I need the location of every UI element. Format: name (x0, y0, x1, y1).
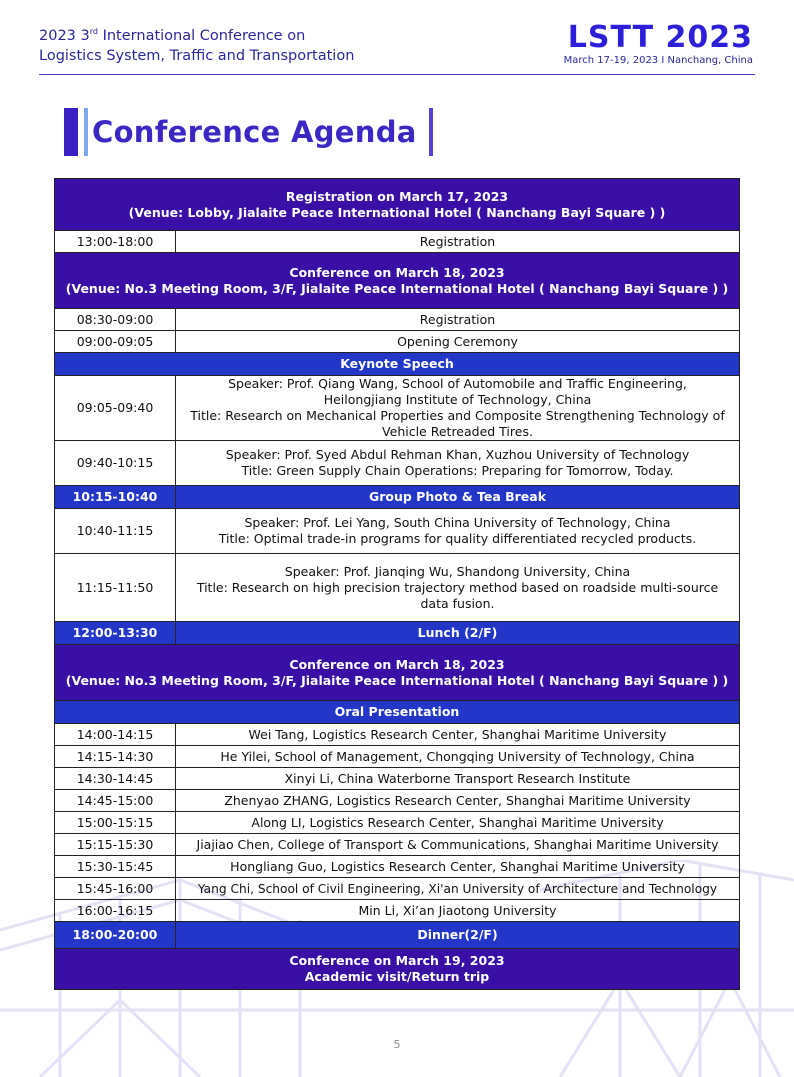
speaker-line: Speaker: Prof. Jianqing Wu, Shandong University, China (284, 563, 631, 579)
conference-name-line1: 2023 3rd International Conference on (39, 27, 306, 44)
lunch-row (55, 622, 740, 645)
conference-day-banner (55, 645, 740, 701)
time-cell: 15:30-15:45 (55, 856, 176, 878)
table-row (55, 812, 740, 834)
banner-line: Registration on March 17, 2023 (285, 188, 509, 204)
table-row (55, 878, 740, 900)
break-row (55, 486, 740, 509)
time-cell: 10:15-10:40 (55, 486, 176, 509)
table-row (55, 834, 740, 856)
table-row (55, 441, 740, 486)
content-cell (176, 509, 740, 554)
time-cell: 15:45-16:00 (55, 878, 176, 900)
dinner-label: Dinner(2/F) (176, 922, 740, 949)
content-cell: Opening Ceremony (176, 331, 740, 353)
conference-day-banner (55, 253, 740, 309)
content-cell: Along LI, Logistics Research Center, Shanghai Maritime University (176, 812, 740, 834)
time-cell: 18:00-20:00 (55, 922, 176, 949)
content-cell: Jiajiao Chen, College of Transport & Communications, Shanghai Maritime University (176, 834, 740, 856)
time-cell: 14:45-15:00 (55, 790, 176, 812)
oral-presentation-header (55, 701, 740, 724)
table-row (55, 231, 740, 253)
dinner-row (55, 922, 740, 949)
time-cell: 11:15-11:50 (55, 554, 176, 622)
table-row (55, 900, 740, 922)
content-cell: Registration (176, 231, 740, 253)
table-row (55, 331, 740, 353)
content-cell (176, 376, 740, 441)
break-label: Group Photo & Tea Break (176, 486, 740, 509)
title-bar-accent (84, 108, 88, 156)
banner-line: Conference on March 19, 2023 (289, 953, 505, 968)
time-cell: 10:40-11:15 (55, 509, 176, 554)
time-cell: 14:00-14:15 (55, 724, 176, 746)
content-cell (176, 441, 740, 486)
conference-day-banner (55, 949, 740, 990)
time-cell: 09:40-10:15 (55, 441, 176, 486)
time-cell: 15:15-15:30 (55, 834, 176, 856)
page-number: 5 (393, 1038, 401, 1051)
speaker-line: Speaker: Prof. Syed Abdul Rehman Khan, Xuzhou University of Technology (225, 447, 690, 462)
speaker-line: Speaker: Prof. Qiang Wang, School of Automobile and Traffic Engineering, (228, 376, 687, 391)
agenda-table (54, 178, 740, 990)
content-cell: He Yilei, School of Management, Chongqing University of Technology, China (176, 746, 740, 768)
section-label: Keynote Speech (55, 353, 740, 376)
title-bar-accent (64, 108, 78, 156)
banner-line: (Venue: Lobby, Jialaite Peace International Hotel ( Nanchang Bayi Square ) ) (128, 204, 666, 220)
time-cell: 15:00-15:15 (55, 812, 176, 834)
table-row (55, 376, 740, 441)
talk-title-line: data fusion. (420, 595, 495, 611)
content-cell: Wei Tang, Logistics Research Center, Shanghai Maritime University (176, 724, 740, 746)
title-bar-accent (429, 108, 433, 156)
banner-line: Academic visit/Return trip (304, 969, 490, 984)
logo-date-location: March 17-19, 2023 I Nanchang, China (563, 55, 753, 66)
content-cell: Min Li, Xi’an Jiaotong University (176, 900, 740, 922)
time-cell: 12:00-13:30 (55, 622, 176, 645)
banner-line: (Venue: No.3 Meeting Room, 3/F, Jialaite Peace International Hotel ( Nanchang Bayi Square ) ) (65, 280, 729, 296)
page-title-text: Conference Agenda (92, 115, 417, 149)
talk-title-line: Title: Research on Mechanical Properties and Composite Strengthening Technology of (190, 408, 725, 423)
logo-text: LSTT 2023 (567, 20, 753, 55)
banner-line: (Venue: No.3 Meeting Room, 3/F, Jialaite Peace International Hotel ( Nanchang Bayi Square ) ) (65, 672, 729, 688)
page-title (64, 107, 433, 157)
time-cell: 16:00-16:15 (55, 900, 176, 922)
content-cell: Zhenyao ZHANG, Logistics Research Center, Shanghai Maritime University (176, 790, 740, 812)
section-label: Oral Presentation (55, 701, 740, 724)
table-row (55, 509, 740, 554)
talk-title-line: Title: Green Supply Chain Operations: Preparing for Tomorrow, Today. (241, 463, 674, 478)
speaker-line: Speaker: Prof. Lei Yang, South China University of Technology, China (244, 515, 671, 530)
lstt-logo (564, 22, 753, 68)
content-cell: Hongliang Guo, Logistics Research Center, Shanghai Maritime University (176, 856, 740, 878)
time-cell: 13:00-18:00 (55, 231, 176, 253)
table-row (55, 309, 740, 331)
table-row (55, 746, 740, 768)
page-header (39, 22, 755, 76)
lunch-label: Lunch (2/F) (176, 622, 740, 645)
talk-title-line: Title: Optimal trade-in programs for quality differentiated recycled products. (218, 531, 697, 546)
time-cell: 09:00-09:05 (55, 331, 176, 353)
content-cell (176, 554, 740, 622)
talk-title-line: Vehicle Retreaded Tires. (382, 424, 533, 439)
table-row (55, 856, 740, 878)
affiliation-line: Heilongjiang Institute of Technology, China (323, 392, 592, 407)
content-cell: Registration (176, 309, 740, 331)
time-cell: 09:05-09:40 (55, 376, 176, 441)
time-cell: 14:30-14:45 (55, 768, 176, 790)
conference-name-line2: Logistics System, Traffic and Transportation (39, 48, 355, 64)
table-row (55, 768, 740, 790)
table-row (55, 724, 740, 746)
talk-title-line: Title: Research on high precision trajectory method based on roadside multi-source (196, 579, 719, 595)
content-cell: Yang Chi, School of Civil Engineering, Xi'an University of Architecture and Technology (176, 878, 740, 900)
table-row (55, 554, 740, 622)
keynote-header (55, 353, 740, 376)
time-cell: 14:15-14:30 (55, 746, 176, 768)
banner-line: Conference on March 18, 2023 (289, 264, 505, 280)
registration-banner (55, 179, 740, 231)
content-cell: Xinyi Li, China Waterborne Transport Research Institute (176, 768, 740, 790)
time-cell: 08:30-09:00 (55, 309, 176, 331)
table-row (55, 790, 740, 812)
banner-line: Conference on March 18, 2023 (289, 656, 505, 672)
header-divider (39, 74, 755, 75)
